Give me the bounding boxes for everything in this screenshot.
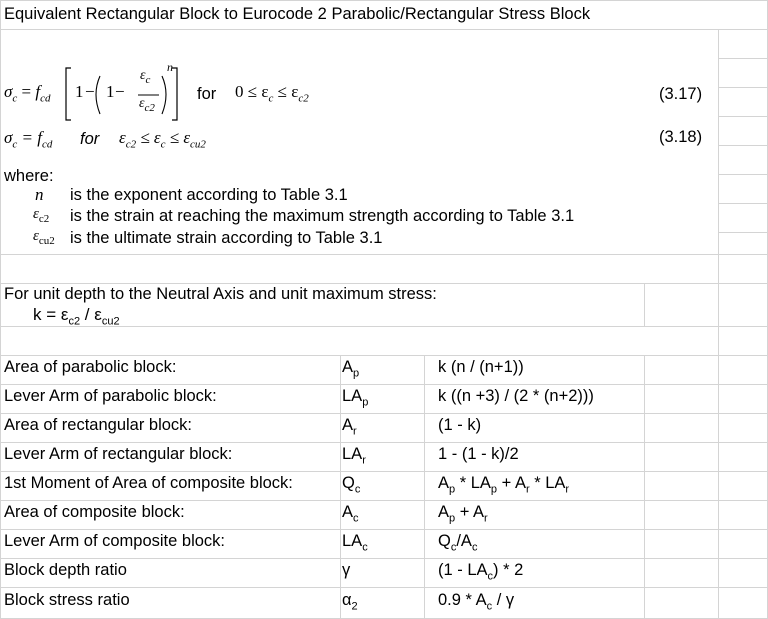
row-formula: (1 - k): [438, 416, 482, 434]
row-formula: $A_p + A_r$: [438, 503, 488, 525]
row-symbol: $LA_c$: [342, 532, 368, 554]
row-formula: $0.9 * A_c$ / γ: [438, 591, 515, 613]
row-symbol: $A_r$: [342, 416, 357, 438]
where-symbol-n: n: [35, 185, 44, 204]
row-description: Area of parabolic block:: [4, 358, 177, 376]
row-description: Area of rectangular block:: [4, 416, 193, 434]
eq1-inner-minus: −: [115, 82, 125, 101]
eq1-one: 1: [75, 82, 84, 101]
where-label: where:: [4, 167, 54, 185]
row-description: Block depth ratio: [4, 561, 127, 579]
eq1-lhs: $\sigma_c = f_{cd}$: [4, 82, 51, 105]
eq1-inner-one: 1: [106, 82, 115, 101]
row-description: Block stress ratio: [4, 591, 130, 609]
row-symbol: γ: [342, 561, 351, 579]
row-description: 1st Moment of Area of composite block:: [4, 474, 293, 492]
row-description: Lever Arm of parabolic block:: [4, 387, 217, 405]
row-symbol: $Q_c$: [342, 474, 361, 496]
eq1-condition: $0 \le \varepsilon_c \le \varepsilon_{c2}$: [235, 82, 309, 105]
row-symbol: $\alpha_2$: [342, 591, 358, 613]
row-symbol: $LA_r$: [342, 445, 366, 467]
where-symbol-ecu2: $\varepsilon_{cu2}$: [33, 228, 55, 247]
sheet-title: Equivalent Rectangular Block to Eurocode 2 Parabolic/Rectangular Stress Block: [4, 5, 591, 23]
row-symbol: $A_c$: [342, 503, 359, 525]
row-symbol: $LA_p$: [342, 387, 369, 409]
eq1-minus: −: [85, 82, 95, 101]
eq2-reference: (3.18): [659, 128, 703, 146]
where-symbol-ec2: $\varepsilon_{c2}$: [33, 206, 50, 225]
eq1-reference: (3.17): [659, 85, 703, 103]
eq2-for: for: [80, 130, 100, 148]
row-description: Lever Arm of rectangular block:: [4, 445, 233, 463]
row-formula: k ((n +3) / (2 * (n+2))): [438, 387, 594, 405]
unit-depth-heading: For unit depth to the Neutral Axis and unit maximum stress:: [4, 285, 437, 303]
eq1-for: for: [197, 85, 217, 103]
where-text-ec2: is the strain at reaching the maximum strength according to Table 3.1: [70, 207, 575, 225]
eq1-frac-den: $\varepsilon_{c2}$: [139, 96, 155, 114]
row-formula: $A_p * LA_p + A_r * LA_r$: [438, 474, 570, 496]
row-formula: 1 - (1 - k)/2: [438, 445, 519, 463]
eq1-frac-num: $\varepsilon_c$: [140, 68, 151, 86]
eq1-exponent: n: [167, 60, 173, 74]
row-description: Lever Arm of composite block:: [4, 532, 226, 550]
row-symbol: $A_p$: [342, 358, 360, 380]
row-formula: $(1 - LA_c) * 2$: [438, 561, 524, 583]
row-formula: $Q_c/A_c$: [438, 532, 478, 554]
row-description: Area of composite block:: [4, 503, 185, 521]
row-formula: k (n / (n+1)): [438, 358, 524, 376]
where-text-n: is the exponent according to Table 3.1: [70, 186, 348, 204]
k-expression: $k = \varepsilon_{c2} / \varepsilon_{cu2}$: [33, 305, 120, 328]
where-text-ecu2: is the ultimate strain according to Table 3.1: [70, 229, 383, 247]
eq2-lhs: $\sigma_c = f_{cd}$: [4, 128, 53, 151]
eq2-condition: $\varepsilon_{c2} \le \varepsilon_c \le \varepsilon_{cu2}$: [119, 128, 206, 151]
